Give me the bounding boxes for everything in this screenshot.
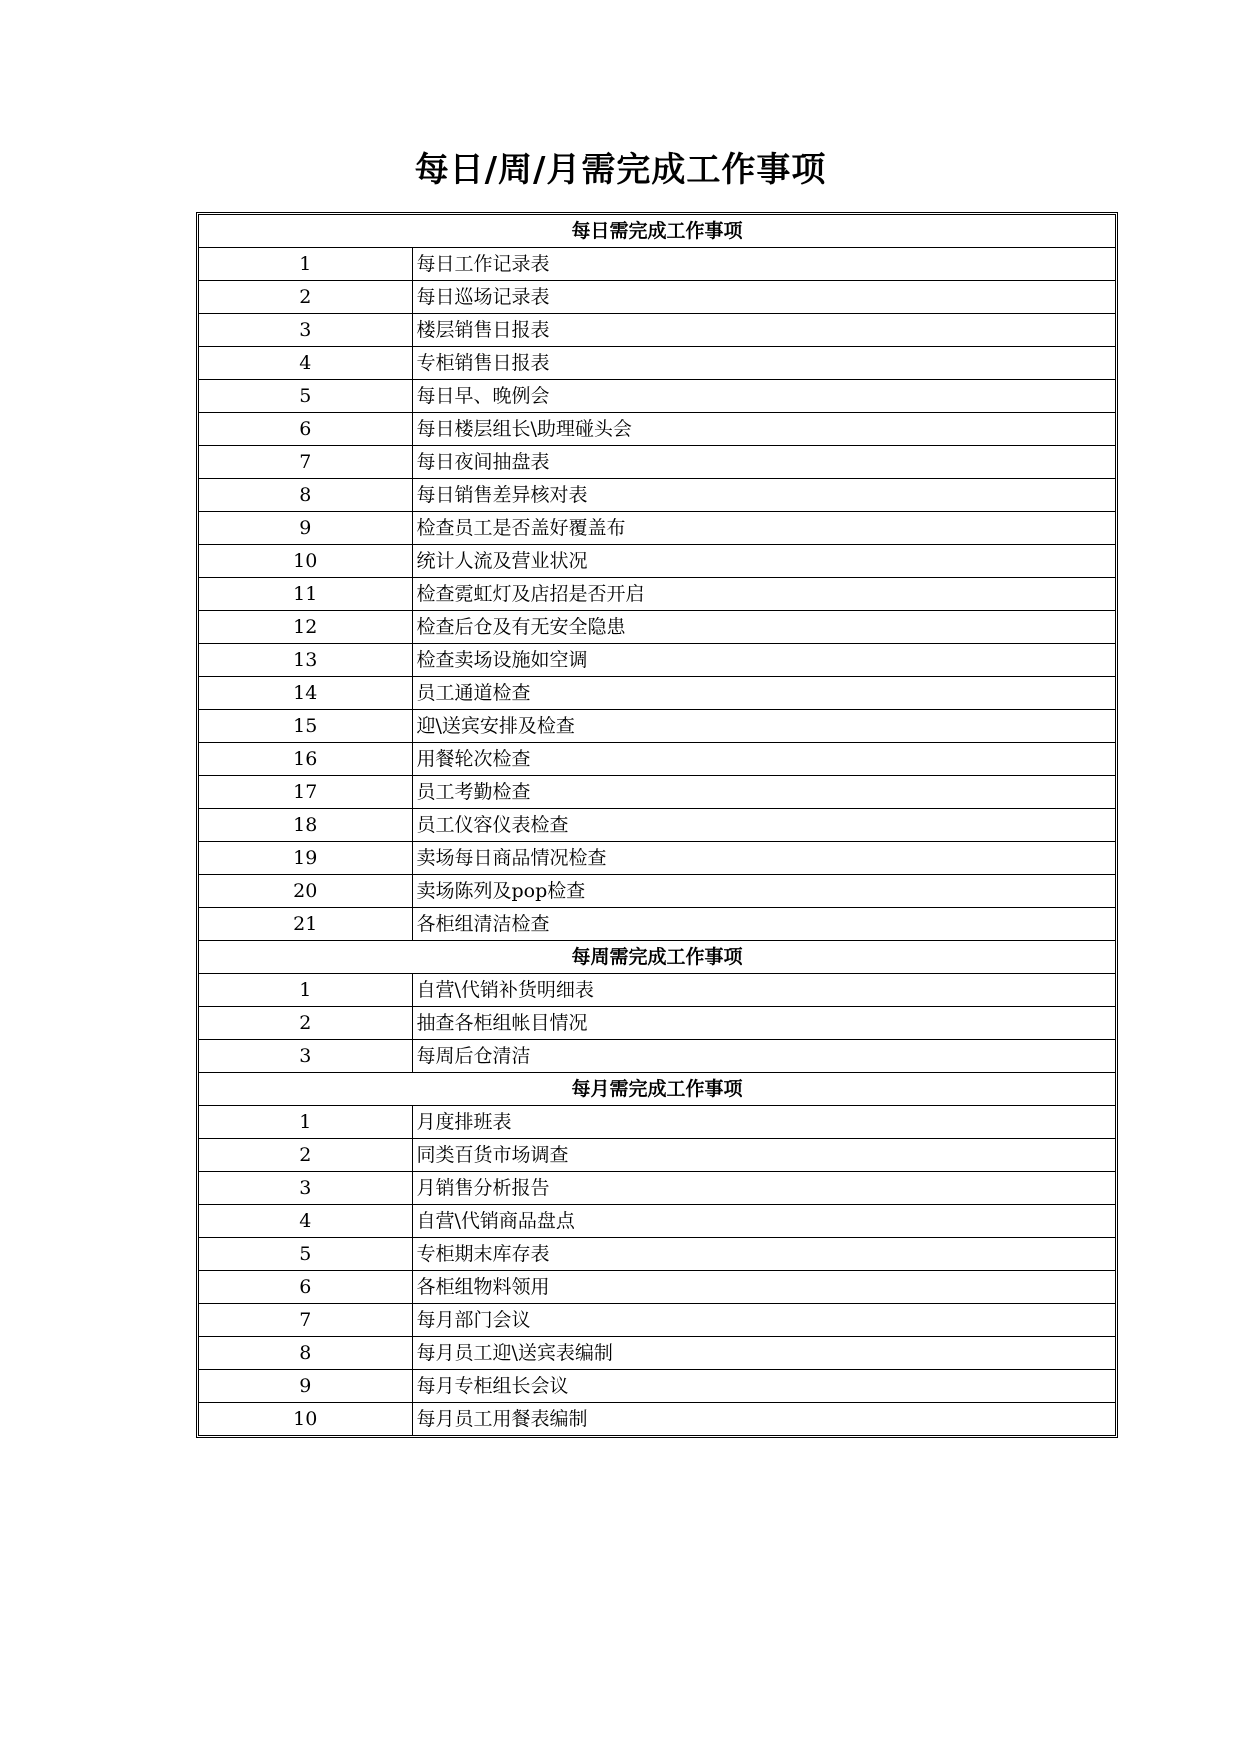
row-number: 16 — [199, 743, 412, 776]
table-row — [199, 1139, 1115, 1172]
table-row — [199, 248, 1115, 281]
section-header-row — [199, 941, 1115, 974]
table-row — [199, 281, 1115, 314]
row-task: 检查员工是否盖好覆盖布 — [412, 512, 1115, 545]
row-task: 统计人流及营业状况 — [412, 545, 1115, 578]
row-task: 每月专柜组长会议 — [412, 1370, 1115, 1403]
table-row — [199, 314, 1115, 347]
row-number: 3 — [199, 1040, 412, 1073]
row-number: 21 — [199, 908, 412, 941]
row-number: 7 — [199, 1304, 412, 1337]
table-row — [199, 1040, 1115, 1073]
tasks-table-frame — [196, 212, 1118, 1438]
row-task: 每日夜间抽盘表 — [412, 446, 1115, 479]
row-task: 楼层销售日报表 — [412, 314, 1115, 347]
row-number: 5 — [199, 380, 412, 413]
row-task: 每日楼层组长\助理碰头会 — [412, 413, 1115, 446]
table-row — [199, 875, 1115, 908]
table-row — [199, 1271, 1115, 1304]
row-task: 自营\代销补货明细表 — [412, 974, 1115, 1007]
table-row — [199, 479, 1115, 512]
row-number: 17 — [199, 776, 412, 809]
table-row — [199, 1007, 1115, 1040]
row-task: 专柜销售日报表 — [412, 347, 1115, 380]
table-row — [199, 908, 1115, 941]
row-task: 每日销售差异核对表 — [412, 479, 1115, 512]
section-heading: 每周需完成工作事项 — [199, 941, 1115, 974]
page-title: 每日/周/月需完成工作事项 — [414, 150, 827, 190]
row-task: 专柜期末库存表 — [412, 1238, 1115, 1271]
row-task: 每月部门会议 — [412, 1304, 1115, 1337]
row-task: 每月员工迎\送宾表编制 — [412, 1337, 1115, 1370]
section-heading: 每月需完成工作事项 — [199, 1073, 1115, 1106]
row-task: 各柜组清洁检查 — [412, 908, 1115, 941]
row-number: 10 — [199, 545, 412, 578]
row-number: 7 — [199, 446, 412, 479]
row-number: 3 — [199, 314, 412, 347]
row-number: 15 — [199, 710, 412, 743]
table-row — [199, 1205, 1115, 1238]
table-row — [199, 611, 1115, 644]
row-task: 抽查各柜组帐目情况 — [412, 1007, 1115, 1040]
section-header-row — [199, 1073, 1115, 1106]
row-number: 8 — [199, 1337, 412, 1370]
table-row — [199, 809, 1115, 842]
tasks-table-body — [199, 215, 1115, 1435]
row-number: 11 — [199, 578, 412, 611]
table-row — [199, 347, 1115, 380]
row-number: 19 — [199, 842, 412, 875]
row-number: 4 — [199, 1205, 412, 1238]
row-task: 员工通道检查 — [412, 677, 1115, 710]
row-number: 3 — [199, 1172, 412, 1205]
row-task: 同类百货市场调查 — [412, 1139, 1115, 1172]
table-row — [199, 842, 1115, 875]
row-task: 卖场陈列及pop检查 — [412, 875, 1115, 908]
row-task: 每日早、晚例会 — [412, 380, 1115, 413]
table-row — [199, 1304, 1115, 1337]
row-task: 迎\送宾安排及检查 — [412, 710, 1115, 743]
row-number: 6 — [199, 413, 412, 446]
row-task: 各柜组物料领用 — [412, 1271, 1115, 1304]
row-number: 13 — [199, 644, 412, 677]
row-task: 检查后仓及有无安全隐患 — [412, 611, 1115, 644]
row-task: 自营\代销商品盘点 — [412, 1205, 1115, 1238]
row-number: 8 — [199, 479, 412, 512]
table-row — [199, 380, 1115, 413]
row-number: 1 — [199, 248, 412, 281]
tasks-table — [199, 215, 1115, 1435]
row-number: 2 — [199, 281, 412, 314]
row-task: 月度排班表 — [412, 1106, 1115, 1139]
table-row — [199, 512, 1115, 545]
table-row — [199, 578, 1115, 611]
row-number: 9 — [199, 512, 412, 545]
row-number: 14 — [199, 677, 412, 710]
row-task: 员工考勤检查 — [412, 776, 1115, 809]
row-task: 用餐轮次检查 — [412, 743, 1115, 776]
row-number: 1 — [199, 1106, 412, 1139]
row-number: 9 — [199, 1370, 412, 1403]
table-row — [199, 1106, 1115, 1139]
table-row — [199, 1370, 1115, 1403]
row-number: 6 — [199, 1271, 412, 1304]
row-number: 4 — [199, 347, 412, 380]
row-task: 每周后仓清洁 — [412, 1040, 1115, 1073]
table-row — [199, 710, 1115, 743]
row-number: 2 — [199, 1139, 412, 1172]
table-row — [199, 1337, 1115, 1370]
row-task: 员工仪容仪表检查 — [412, 809, 1115, 842]
row-task: 每日工作记录表 — [412, 248, 1115, 281]
table-row — [199, 413, 1115, 446]
table-row — [199, 1238, 1115, 1271]
table-row — [199, 1172, 1115, 1205]
table-row — [199, 446, 1115, 479]
row-task: 月销售分析报告 — [412, 1172, 1115, 1205]
row-task: 卖场每日商品情况检查 — [412, 842, 1115, 875]
row-number: 10 — [199, 1403, 412, 1436]
section-header-row — [199, 215, 1115, 248]
table-row — [199, 743, 1115, 776]
row-number: 1 — [199, 974, 412, 1007]
row-task: 每月员工用餐表编制 — [416, 1408, 588, 1430]
row-number: 12 — [199, 611, 412, 644]
table-row — [199, 974, 1115, 1007]
table-row — [199, 545, 1115, 578]
table-row — [199, 644, 1115, 677]
table-row — [199, 677, 1115, 710]
row-number: 2 — [199, 1007, 412, 1040]
table-row — [199, 776, 1115, 809]
row-number: 20 — [199, 875, 412, 908]
section-heading: 每日需完成工作事项 — [199, 215, 1115, 248]
row-number: 5 — [199, 1238, 412, 1271]
table-row — [199, 1403, 1115, 1436]
row-task: 每日巡场记录表 — [412, 281, 1115, 314]
row-number: 18 — [199, 809, 412, 842]
row-task: 检查卖场设施如空调 — [412, 644, 1115, 677]
row-task: 检查霓虹灯及店招是否开启 — [412, 578, 1115, 611]
